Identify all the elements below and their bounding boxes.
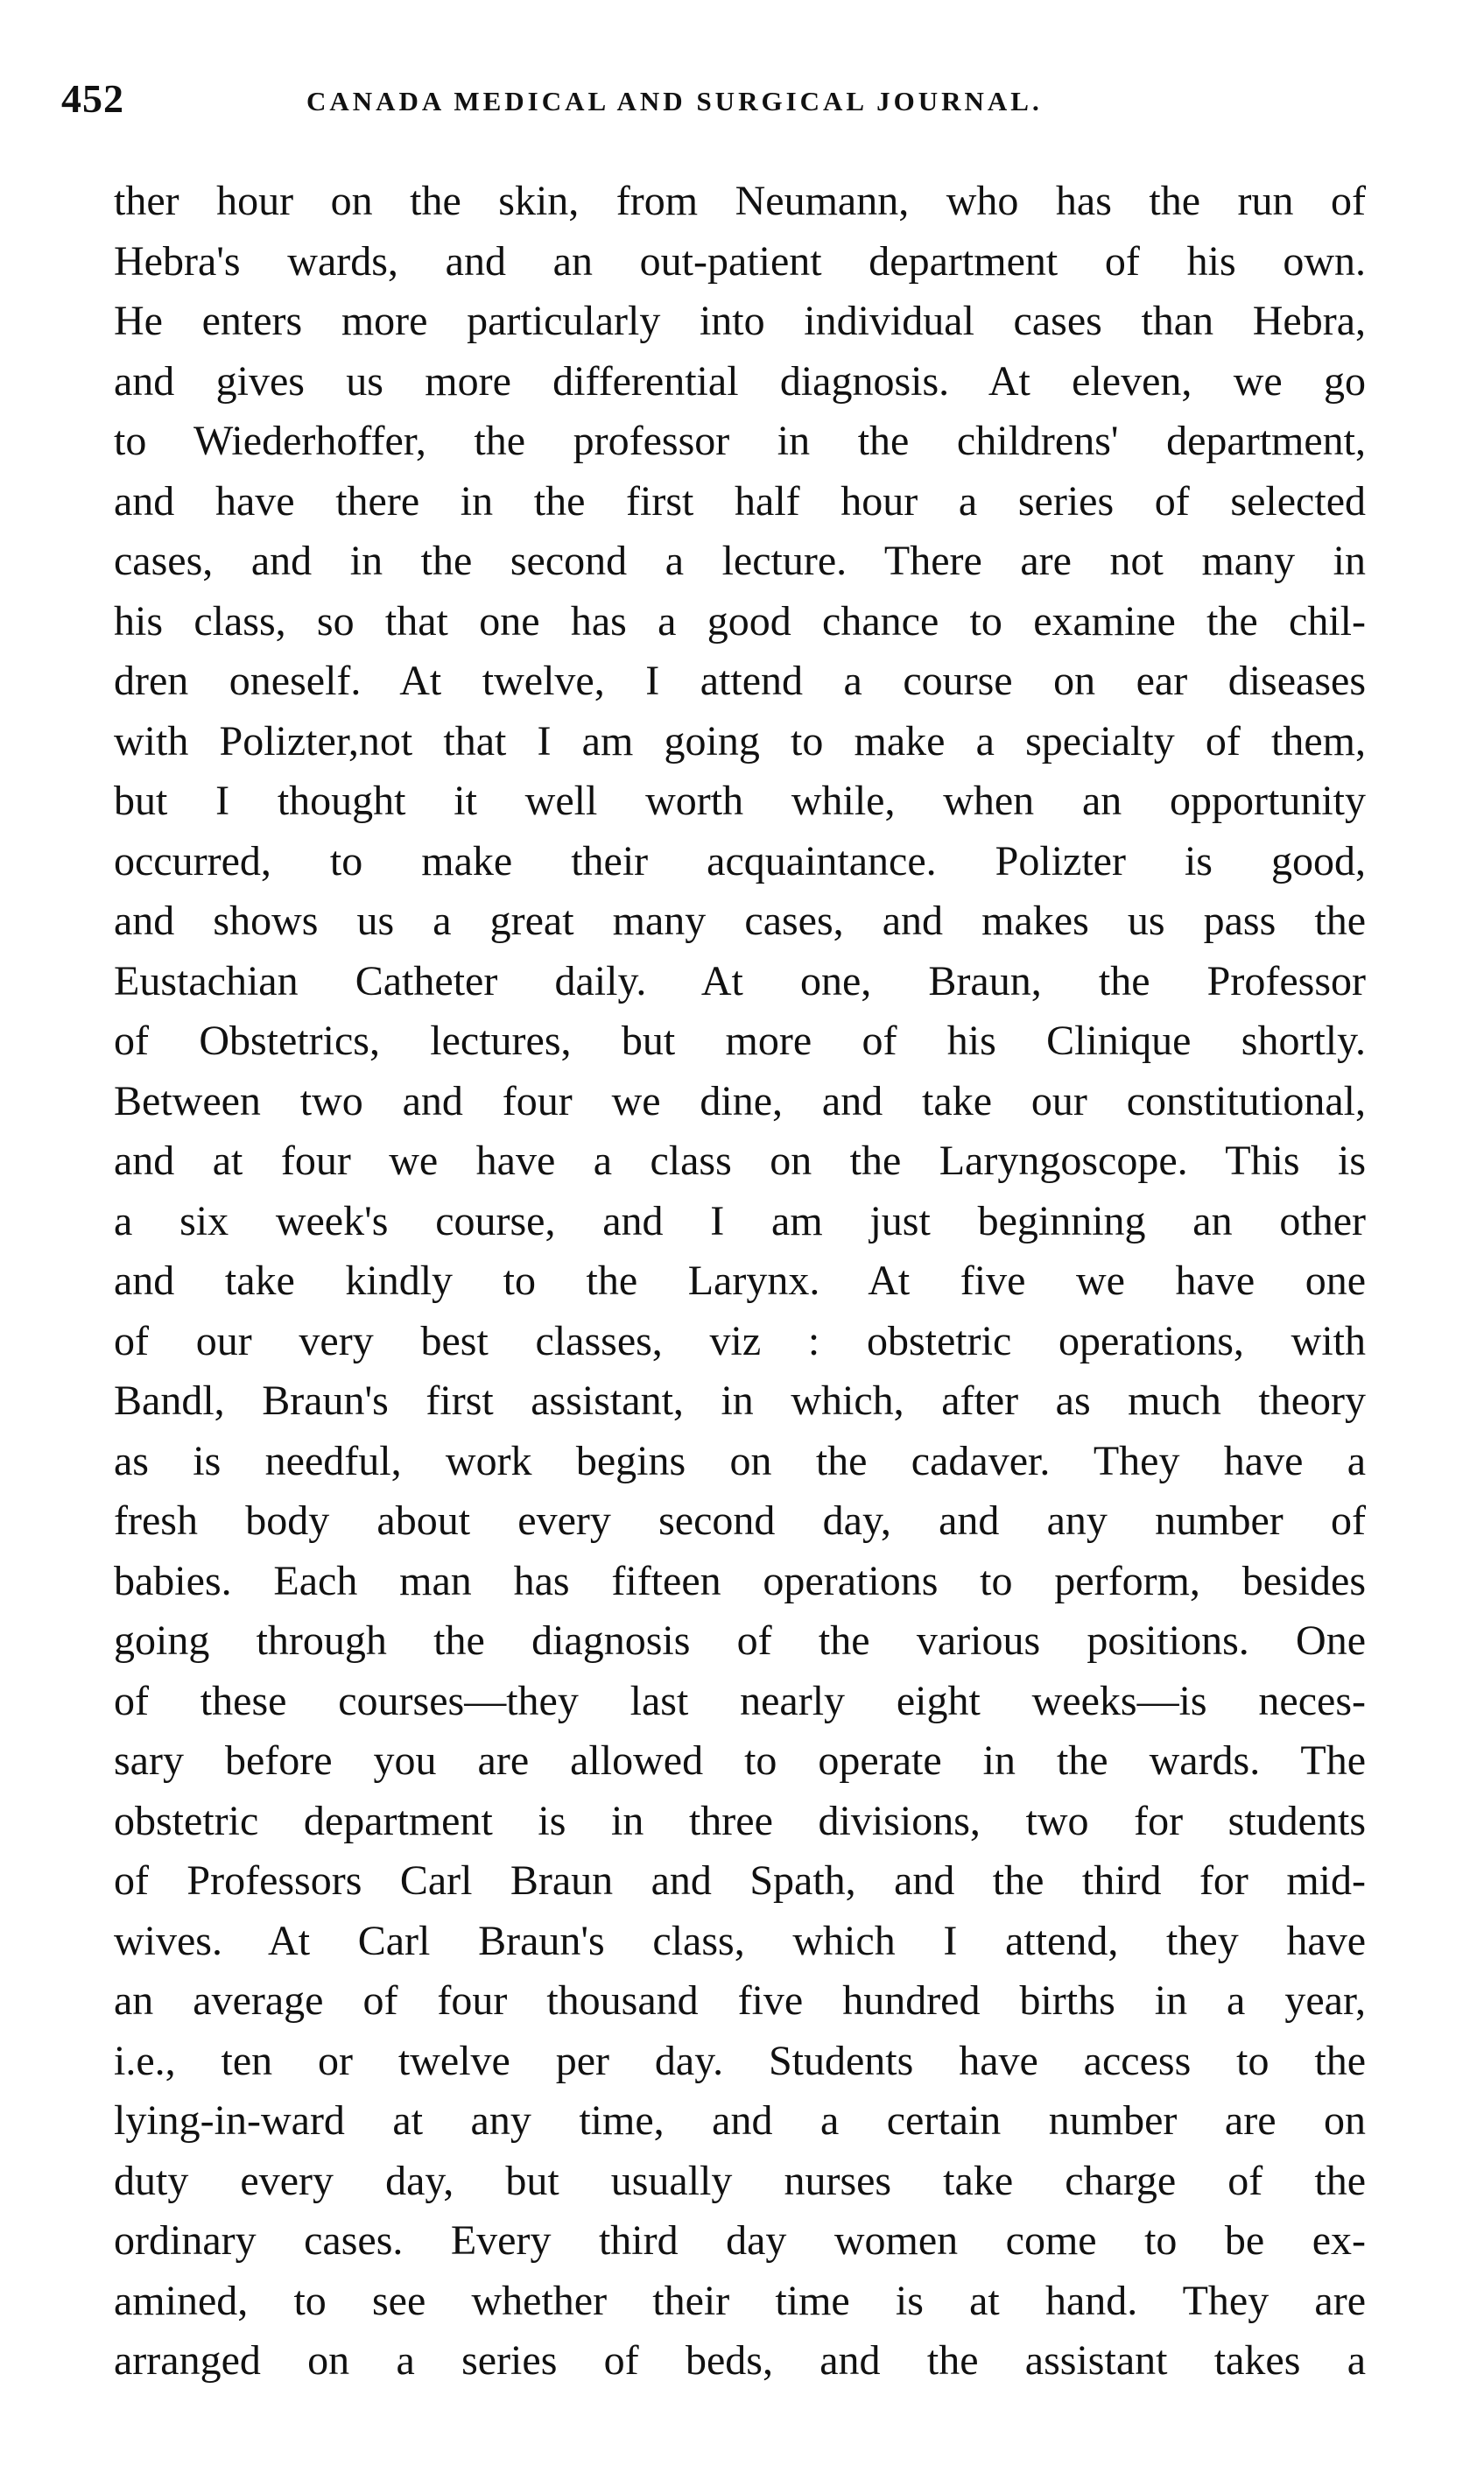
text-line: babies. Each man has fifteen operations to perform, besides [114,1557,1366,1604]
article-body [114,172,1366,2392]
text-line: wives. At Carl Braun's class, which I attend, they have [114,1917,1366,1964]
text-line: of Professors Carl Braun and Spath, and the third for mid- [114,1857,1366,1904]
text-line: arranged on a series of beds, and the assistant takes a [114,2337,1366,2384]
text-line: fresh body about every second day, and any number of [114,1497,1366,1544]
text-line: i.e., ten or twelve per day. Students have access to the [114,2037,1366,2084]
text-line: and take kindly to the Larynx. At five we have one [114,1258,1366,1304]
text-line: duty every day, but usually nurses take charge of the [114,2157,1366,2204]
text-line: Between two and four we dine, and take our constitutional, [114,1077,1366,1124]
text-line: Bandl, Braun's first assistant, in which, after as much theory [114,1377,1366,1424]
text-line: his class, so that one has a good chance to examine the chil- [114,597,1366,645]
text-line: ordinary cases. Every third day women come to be ex- [114,2217,1366,2264]
text-line: an average of four thousand five hundred births in a year, [114,1977,1366,2024]
text-line: dren oneself. At twelve, I attend a course on ear diseases [114,658,1366,704]
text-line: and shows us a great many cases, and makes us pass the [114,898,1366,944]
text-line: He enters more particularly into individual cases than Hebra, [114,298,1366,344]
text-line: sary before you are allowed to operate in the wards. The [114,1737,1366,1784]
text-line: to Wiederhoffer, the professor in the childrens' department, [114,418,1366,464]
text-line: but I thought it well worth while, when an opportunity [114,778,1366,824]
text-line: occurred, to make their acquaintance. Polizter is good, [114,837,1366,884]
text-line: and gives us more differential diagnosis. At eleven, we go [114,357,1366,405]
text-line: a six week's course, and I am just beginning an other [114,1197,1366,1244]
text-line: as is needful, work begins on the cadaver. They have a [114,1437,1366,1484]
text-line: Eustachian Catheter daily. At one, Braun, the Professor [114,957,1366,1004]
text-line: and have there in the first half hour a series of selected [114,477,1366,525]
text-line: obstetric department is in three divisions, two for students [114,1797,1366,1844]
text-line: amined, to see whether their time is at hand. They are [114,2277,1366,2324]
text-line: Hebra's wards, and an out-patient department of his own. [114,237,1366,285]
text-line: of our very best classes, viz : obstetric operations, with [114,1317,1366,1364]
page-number: 452 [61,76,124,121]
text-line: with Polizter,not that I am going to make a specialty of them, [114,717,1366,764]
text-line: and at four we have a class on the Laryngoscope. This is [114,1138,1366,1184]
text-line: cases, and in the second a lecture. There are not many in [114,538,1366,584]
text-line: going through the diagnosis of the various positions. One [114,1617,1366,1664]
text-line: lying-in-ward at any time, and a certain number are on [114,2097,1366,2144]
text-line: of these courses—they last nearly eight weeks—is neces- [114,1677,1366,1724]
text-line: of Obstetrics, lectures, but more of his Clinique shortly. [114,1018,1366,1064]
text-line: ther hour on the skin, from Neumann, who has the run of [114,178,1366,224]
running-title: CANADA MEDICAL AND SURGICAL JOURNAL. [306,86,1043,116]
